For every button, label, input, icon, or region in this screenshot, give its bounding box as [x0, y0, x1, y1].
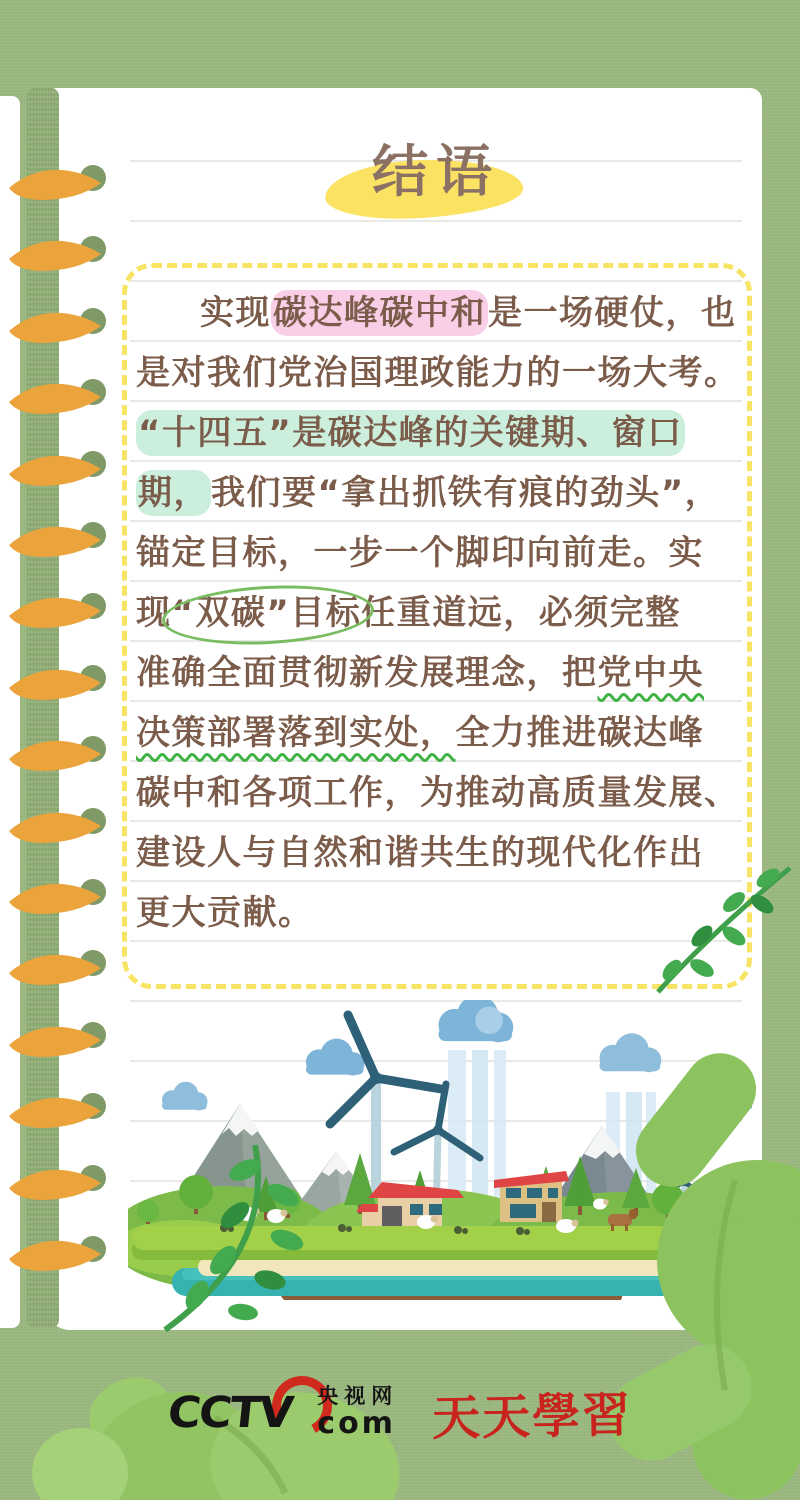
- footer: [0, 1378, 800, 1447]
- body-text-line: [136, 283, 742, 343]
- text-segment-plain: 更大贡献。: [136, 893, 314, 933]
- text-segment-mint: “十四五”是碳达峰的关键期、窗口: [136, 410, 685, 456]
- text-segment-plain: 全力推进碳达峰: [455, 713, 704, 753]
- binder-ring-icon: [4, 375, 108, 419]
- body-text-line: [136, 763, 742, 823]
- text-segment-plain: 碳中和各项工作，为推动高质量发展、: [136, 773, 740, 813]
- body-text-line: [136, 703, 742, 763]
- body-text-line: [136, 343, 742, 403]
- text-segment-plain: 建设人与自然和谐共生的现代化作出: [136, 833, 704, 873]
- text-segment-plain: 准确全面贯彻新发展理念，把: [136, 653, 598, 693]
- text-segment-plain: 任重道远，必须完整: [361, 593, 681, 633]
- text-segment-pink: 碳达峰碳中和: [271, 290, 488, 336]
- back-page-edge: [0, 96, 20, 1328]
- brand-tiantianxuexi: 天天學習: [431, 1387, 633, 1447]
- binder-ring-icon: [4, 946, 108, 990]
- text-segment-mint: 期，: [136, 470, 211, 516]
- body-text-line: [136, 643, 742, 703]
- body-text-line: [136, 523, 742, 583]
- text-segment-wavy: 党中央: [597, 653, 704, 693]
- binder-ring-icon: [4, 804, 108, 848]
- leaf-sprig-right-icon: [650, 860, 800, 1000]
- binder-ring-icon: [4, 232, 108, 276]
- text-segment-wavy: 决策部署落到实处，: [136, 713, 456, 753]
- text-segment-plain: 实现: [200, 293, 271, 333]
- binder-ring-icon: [4, 1089, 108, 1133]
- binder-ring-icon: [4, 661, 108, 705]
- cctv-com-label: com: [317, 1406, 396, 1441]
- ruled-line: [130, 220, 742, 222]
- binder-ring-icon: [4, 732, 108, 776]
- binder-ring-icon: [4, 1161, 108, 1205]
- binder-ring-icon: [4, 1018, 108, 1062]
- cctv-cn-label: 央视网: [317, 1384, 399, 1408]
- text-segment-plain: 现: [136, 593, 172, 633]
- text-segment-circle: “双碳”目标: [172, 583, 362, 643]
- binder-ring-icon: [4, 518, 108, 562]
- cctv-logo: [165, 1384, 399, 1441]
- body-text-line: [136, 583, 742, 643]
- binder-ring-icon: [4, 875, 108, 919]
- leaf-sprig-left-icon: [95, 1140, 325, 1340]
- text-segment-plain: 是一场硬仗，也: [488, 293, 737, 333]
- binder-ring-icon: [4, 589, 108, 633]
- text-segment-plain: 是对我们党治国理政能力的一场大考。: [136, 353, 740, 393]
- binder-ring-icon: [4, 1232, 108, 1276]
- text-segment-plain: 我们要“拿出抓铁有痕的劲头”，: [211, 473, 721, 513]
- body-text-line: [136, 463, 742, 523]
- binder-ring-icon: [4, 447, 108, 491]
- body-text-line: [136, 403, 742, 463]
- binder-ring-icon: [4, 161, 108, 205]
- text-segment-plain: 锚定目标，一步一个脚印向前走。实: [136, 533, 704, 573]
- body-text: [136, 283, 742, 943]
- binder-ring-icon: [4, 304, 108, 348]
- page-title: 结语: [372, 140, 500, 205]
- cctv-wordmark: CCTV: [165, 1387, 294, 1438]
